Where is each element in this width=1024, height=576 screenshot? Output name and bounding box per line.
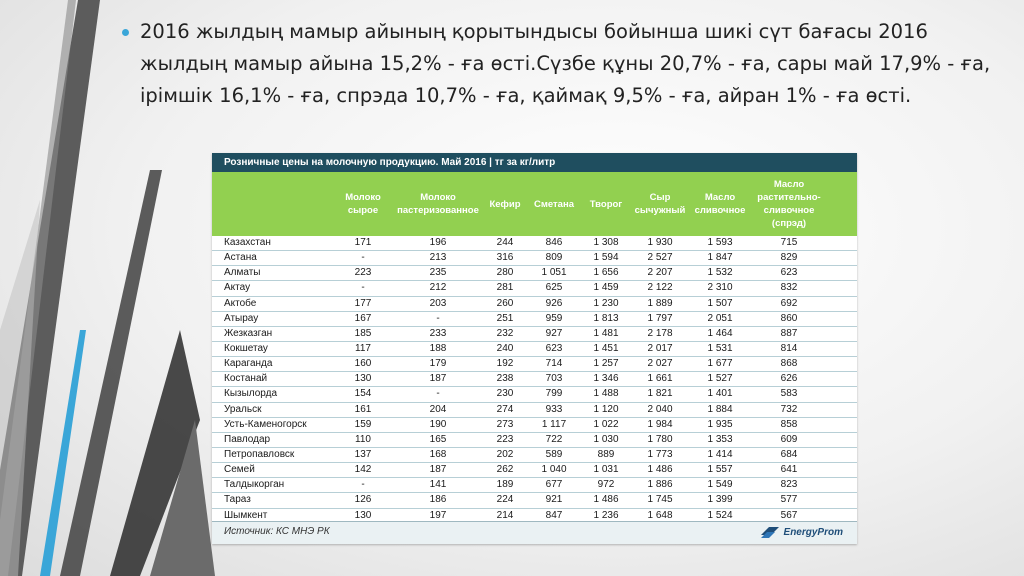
price-cell: 1 346 — [593, 373, 619, 385]
price-cell: 927 — [545, 327, 563, 339]
price-cell: 692 — [780, 297, 798, 309]
price-cell: 677 — [545, 479, 563, 491]
table-row — [212, 387, 857, 402]
region-name-cell: Астана — [224, 252, 257, 264]
energyprom-logo-icon — [759, 525, 781, 539]
price-cell: 244 — [496, 237, 514, 248]
column-header-1: Молоко сырое — [345, 192, 381, 216]
price-cell: 1 930 — [647, 237, 673, 248]
price-cell: 190 — [429, 418, 447, 430]
price-cell: 235 — [429, 267, 447, 279]
price-cell: 168 — [429, 448, 447, 460]
column-header-4: Сметана — [533, 198, 574, 210]
region-name-cell: Тараз — [224, 494, 251, 506]
price-cell: 1 481 — [593, 327, 619, 339]
price-cell: - — [361, 479, 365, 491]
price-cell: 1 031 — [593, 464, 619, 476]
price-cell: 1 745 — [647, 494, 673, 506]
table-row — [212, 403, 857, 418]
region-name-cell: Шымкент — [224, 509, 268, 521]
price-cell: 2 017 — [647, 342, 673, 354]
price-cell: 280 — [496, 267, 514, 279]
region-name-cell: Семей — [224, 464, 255, 476]
price-cell: 2 207 — [647, 267, 673, 279]
price-cell: 858 — [780, 418, 798, 430]
price-cell: 799 — [545, 388, 563, 400]
price-cell: 684 — [780, 448, 798, 460]
price-cell: 1 117 — [541, 418, 567, 430]
price-cell: 1 486 — [593, 494, 619, 506]
price-cell: 1 527 — [707, 373, 733, 385]
table-row — [212, 463, 857, 478]
price-cell: 1 236 — [593, 509, 619, 521]
region-name-cell: Актобе — [224, 297, 257, 309]
price-cell: 232 — [496, 327, 514, 339]
milk-prices-table — [212, 153, 857, 544]
column-header-6: Сыр сычужный — [634, 192, 686, 216]
price-cell: 197 — [429, 509, 447, 521]
price-cell: 1 935 — [707, 418, 733, 430]
table-row — [212, 448, 857, 463]
price-cell: 1 414 — [707, 448, 733, 460]
table-row — [212, 297, 857, 312]
price-cell: 240 — [496, 342, 514, 354]
price-cell: 1 051 — [541, 267, 567, 279]
price-cell: 567 — [780, 509, 798, 521]
price-cell: 2 051 — [707, 312, 733, 324]
price-cell: 130 — [354, 509, 372, 521]
price-cell: 260 — [496, 297, 514, 309]
region-name-cell: Кокшетау — [224, 342, 268, 354]
table-header-row — [212, 172, 857, 236]
table-row — [212, 327, 857, 342]
price-cell: 203 — [429, 297, 447, 309]
region-name-cell: Атырау — [224, 312, 259, 324]
price-cell: 196 — [429, 237, 447, 248]
price-cell: 972 — [597, 479, 615, 491]
price-cell: 623 — [780, 267, 798, 279]
price-cell: 703 — [545, 373, 563, 385]
price-cell: 2 310 — [707, 282, 733, 294]
region-name-cell: Караганда — [224, 358, 273, 370]
table-row — [212, 372, 857, 387]
price-cell: 814 — [780, 342, 798, 354]
price-cell: 223 — [354, 267, 372, 279]
price-cell: 233 — [429, 327, 447, 339]
price-cell: 1 507 — [707, 297, 733, 309]
price-cell: 1 488 — [593, 388, 619, 400]
energyprom-logo — [759, 525, 843, 539]
price-cell: 926 — [545, 297, 563, 309]
price-cell: 589 — [545, 448, 563, 460]
price-cell: 251 — [496, 312, 514, 324]
logo-text: EnergyProm — [783, 526, 843, 538]
price-cell: 2 040 — [647, 403, 673, 415]
table-row — [212, 342, 857, 357]
price-cell: - — [361, 252, 365, 264]
column-header-7: Масло сливочное — [694, 192, 746, 216]
price-cell: 1 040 — [541, 464, 567, 476]
price-cell: 223 — [496, 433, 514, 445]
price-cell: 189 — [496, 479, 514, 491]
price-cell: 722 — [545, 433, 563, 445]
price-cell: 860 — [780, 312, 798, 324]
region-name-cell: Костанай — [224, 373, 268, 385]
price-cell: 137 — [354, 448, 372, 460]
table-row — [212, 433, 857, 448]
price-cell: 165 — [429, 433, 447, 445]
price-cell: 1 022 — [593, 418, 619, 430]
region-name-cell: Жезказган — [224, 327, 273, 339]
price-cell: 933 — [545, 403, 563, 415]
price-cell: 846 — [545, 237, 563, 248]
table-row — [212, 357, 857, 372]
price-cell: 1 353 — [707, 433, 733, 445]
price-cell: - — [436, 312, 440, 324]
source-note: Источник: КС МНЭ РК — [224, 526, 330, 537]
bullet-dot-icon — [122, 29, 129, 36]
region-name-cell: Уральск — [224, 403, 262, 415]
region-name-cell: Петропавловск — [224, 448, 295, 460]
price-cell: 177 — [354, 297, 372, 309]
price-cell: 214 — [496, 509, 514, 521]
price-cell: 809 — [545, 252, 563, 264]
price-cell: 224 — [496, 494, 514, 506]
table-footer — [212, 521, 857, 544]
price-cell: 142 — [354, 464, 372, 476]
price-cell: 187 — [429, 373, 447, 385]
price-cell: 1 821 — [647, 388, 673, 400]
price-cell: 732 — [780, 403, 798, 415]
price-cell: 188 — [429, 342, 447, 354]
price-cell: 921 — [545, 494, 563, 506]
price-cell: 1 984 — [647, 418, 673, 430]
price-cell: 186 — [429, 494, 447, 506]
region-name-cell: Павлодар — [224, 433, 271, 445]
price-cell: 204 — [429, 403, 447, 415]
price-cell: 2 178 — [647, 327, 673, 339]
price-cell: 626 — [780, 373, 798, 385]
price-cell: 262 — [496, 464, 514, 476]
price-cell: 1 847 — [707, 252, 733, 264]
price-cell: 273 — [496, 418, 514, 430]
price-cell: 1 308 — [593, 237, 619, 248]
price-cell: 1 884 — [707, 403, 733, 415]
price-cell: - — [436, 388, 440, 400]
price-cell: 1 813 — [593, 312, 619, 324]
price-cell: 625 — [545, 282, 563, 294]
price-cell: 1 257 — [593, 358, 619, 370]
price-cell: 1 030 — [593, 433, 619, 445]
slide-bullet-text — [140, 16, 1000, 112]
price-cell: - — [361, 282, 365, 294]
price-cell: 1 648 — [647, 509, 673, 521]
column-header-3: Кефир — [489, 198, 521, 210]
price-cell: 1 532 — [707, 267, 733, 279]
column-header-5: Творог — [589, 198, 623, 210]
price-cell: 1 524 — [707, 509, 733, 521]
region-name-cell: Актау — [224, 282, 251, 294]
region-name-cell: Казахстан — [224, 237, 271, 248]
price-cell: 609 — [780, 433, 798, 445]
region-name-cell: Усть-Каменогорск — [224, 418, 307, 430]
price-cell: 583 — [780, 388, 798, 400]
price-cell: 1 464 — [707, 327, 733, 339]
price-cell: 959 — [545, 312, 563, 324]
price-cell: 887 — [780, 327, 798, 339]
price-cell: 1 594 — [593, 252, 619, 264]
price-cell: 161 — [354, 403, 372, 415]
price-cell: 171 — [354, 237, 372, 248]
price-cell: 889 — [597, 448, 615, 460]
price-cell: 281 — [496, 282, 514, 294]
price-cell: 1 230 — [593, 297, 619, 309]
price-cell: 823 — [780, 479, 798, 491]
table-row — [212, 312, 857, 327]
price-cell: 130 — [354, 373, 372, 385]
price-cell: 213 — [429, 252, 447, 264]
price-cell: 1 120 — [593, 403, 619, 415]
price-cell: 2 527 — [647, 252, 673, 264]
price-cell: 1 889 — [647, 297, 673, 309]
table-title: Розничные цены на молочную продукцию. Май 2016 | тг за кг/литр — [212, 153, 857, 172]
table-row — [212, 493, 857, 508]
price-cell: 1 486 — [647, 464, 673, 476]
price-cell: 167 — [354, 312, 372, 324]
table-row — [212, 266, 857, 281]
price-cell: 1 593 — [707, 237, 733, 248]
price-cell: 160 — [354, 358, 372, 370]
price-cell: 274 — [496, 403, 514, 415]
column-header-8: Масло растительно- сливочное (спрэд) — [757, 179, 821, 229]
price-cell: 159 — [354, 418, 372, 430]
table-body — [212, 236, 857, 524]
price-cell: 187 — [429, 464, 447, 476]
price-cell: 1 656 — [593, 267, 619, 279]
price-cell: 577 — [780, 494, 798, 506]
price-cell: 829 — [780, 252, 798, 264]
price-cell: 316 — [496, 252, 514, 264]
price-cell: 1 451 — [593, 342, 619, 354]
price-cell: 1 531 — [707, 342, 733, 354]
price-cell: 117 — [355, 342, 371, 354]
price-cell: 1 557 — [707, 464, 733, 476]
region-name-cell: Алматы — [224, 267, 261, 279]
price-cell: 230 — [496, 388, 514, 400]
price-cell: 126 — [354, 494, 372, 506]
price-cell: 1 549 — [707, 479, 733, 491]
price-cell: 715 — [780, 237, 798, 248]
region-name-cell: Кызылорда — [224, 388, 278, 400]
price-cell: 714 — [545, 358, 563, 370]
price-cell: 1 780 — [647, 433, 673, 445]
price-cell: 2 122 — [647, 282, 673, 294]
price-cell: 141 — [429, 479, 447, 491]
price-cell: 179 — [429, 358, 447, 370]
table-row — [212, 251, 857, 266]
price-cell: 847 — [545, 509, 563, 521]
price-cell: 202 — [496, 448, 514, 460]
price-cell: 192 — [496, 358, 514, 370]
price-cell: 641 — [780, 464, 798, 476]
price-cell: 1 459 — [593, 282, 619, 294]
price-cell: 212 — [429, 282, 447, 294]
price-cell: 832 — [780, 282, 798, 294]
price-cell: 1 797 — [647, 312, 673, 324]
price-cell: 1 886 — [647, 479, 673, 491]
price-cell: 110 — [355, 433, 371, 445]
price-cell: 1 399 — [707, 494, 733, 506]
price-cell: 154 — [354, 388, 372, 400]
column-header-2: Молоко пастеризованное — [397, 192, 479, 216]
price-cell: 1 401 — [707, 388, 733, 400]
price-cell: 868 — [780, 358, 798, 370]
table-row — [212, 418, 857, 433]
region-name-cell: Талдыкорган — [224, 479, 285, 491]
price-cell: 1 773 — [647, 448, 673, 460]
price-cell: 623 — [545, 342, 563, 354]
price-cell: 238 — [496, 373, 514, 385]
price-cell: 185 — [354, 327, 372, 339]
price-cell: 1 677 — [707, 358, 733, 370]
price-cell: 2 027 — [647, 358, 673, 370]
bullet-paragraph: 2016 жылдың мамыр айының қорытындысы бойынша шикі сүт бағасы 2016 жылдың мамыр айына 15,2% - ға өсті.Сүзбе құны 20,7% - ға, сары май 17,9% - ға, ірімшік 16,1% - ға, спрэда 10,7% - ға, қаймақ 9,5% - ға, айран 1% - ға өсті. — [140, 20, 991, 107]
price-cell: 1 661 — [647, 373, 673, 385]
table-row — [212, 478, 857, 493]
table-row — [212, 281, 857, 296]
table-row — [212, 236, 857, 251]
